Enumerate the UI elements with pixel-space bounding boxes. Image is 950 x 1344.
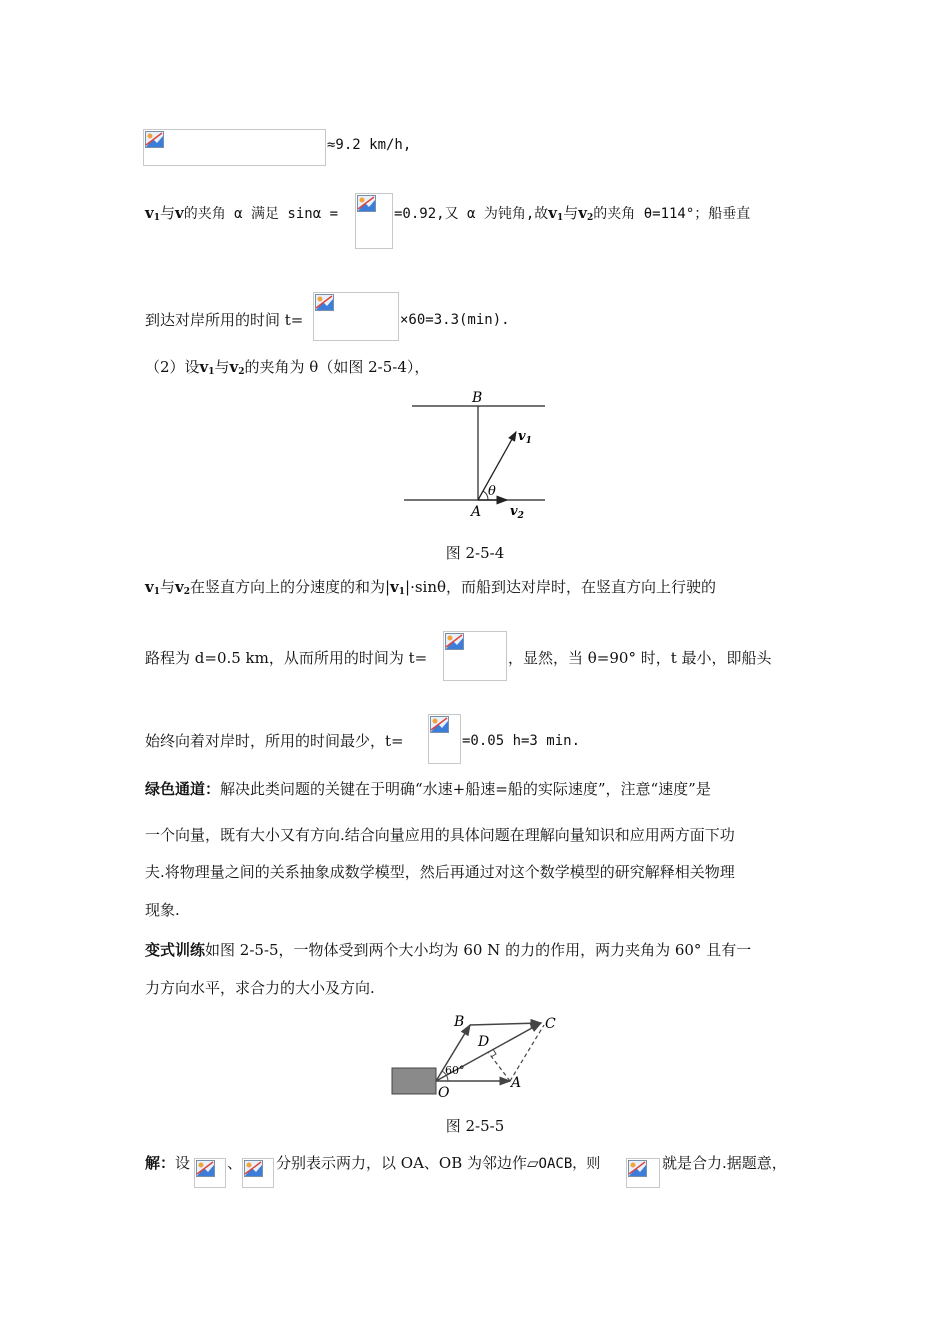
variant-label: 变式训练 — [145, 941, 206, 959]
label-angle: 60° — [445, 1064, 465, 1077]
text: 如图 2-5-5，一物体受到两个大小均为 60 N 的力的作用，两力夹角为 60° 且有一 — [205, 941, 752, 959]
figure-caption: 图 2-5-4 — [445, 544, 505, 562]
text: ，显然，当 θ=90° 时，t 最小，即船头 — [508, 649, 772, 667]
formula-image — [626, 1158, 660, 1188]
vector-v2: $v_2$ — [175, 578, 190, 597]
green-channel-line-3 — [145, 862, 735, 882]
vector-v1-arrow — [478, 432, 516, 500]
object-block — [392, 1068, 436, 1094]
green-channel-label: 绿色通道： — [145, 780, 221, 798]
label-theta: θ — [488, 484, 496, 499]
label-C: C — [545, 1016, 556, 1032]
text: 的夹角 θ=114°；船垂直 — [593, 206, 751, 222]
label-B: B — [454, 1014, 465, 1030]
vector-v1: $v_1$ — [548, 204, 564, 223]
text-line-2b — [394, 203, 750, 228]
text-line-1 — [327, 135, 411, 155]
text: 与 — [563, 204, 579, 222]
broken-image-icon — [357, 195, 376, 212]
formula-image — [242, 1158, 274, 1188]
broken-image-icon — [315, 294, 334, 311]
broken-image-icon — [628, 1160, 647, 1177]
formula-image — [143, 129, 326, 166]
figure-2-5-5 — [390, 1008, 565, 1100]
vector-v2: $v_2$ — [578, 204, 594, 223]
text: |·sinθ，而船到达对岸时，在竖直方向上行驶的 — [405, 578, 717, 596]
formula-image — [428, 714, 461, 764]
text: OACB，则 — [538, 1156, 601, 1172]
green-channel-line-1 — [145, 779, 711, 799]
text: 夫.将物理量之间的关系抽象成数学模型，然后再通过对这个数学模型的研究解释相关物理 — [145, 863, 735, 881]
label-v2: $v_2$ — [510, 504, 524, 520]
label-O: O — [438, 1085, 450, 1100]
label-A: A — [511, 1075, 522, 1091]
text: ≈9.2 km/h, — [327, 137, 412, 153]
text: 解决此类问题的关键在于明确“水速+船速=船的实际速度”，注意“速度”是 — [220, 780, 711, 798]
green-channel-line-2 — [145, 825, 735, 845]
text: 始终向着对岸时，所用的时间最少，t= — [145, 732, 404, 750]
text: 现象. — [145, 901, 180, 919]
label-D: D — [478, 1034, 490, 1050]
label-v1: $v_1$ — [518, 429, 532, 446]
text-line-6 — [145, 648, 427, 668]
vector-v2: $v_2$ — [229, 358, 245, 377]
text: 力方向水平，求合力的大小及方向. — [145, 979, 375, 997]
green-channel-line-4 — [145, 900, 180, 920]
text-line-2 — [145, 203, 338, 228]
text: 的夹角 α 满足 sinα = — [183, 206, 339, 222]
text-line-3 — [145, 310, 303, 330]
text-sep — [227, 1153, 242, 1173]
formula-image — [443, 631, 507, 681]
text: 设 — [175, 1154, 191, 1172]
variant-line-2 — [145, 978, 375, 998]
text: =0.05 h=3 min. — [462, 733, 581, 749]
broken-image-icon — [445, 633, 464, 650]
vector-v1: $v_1$ — [145, 204, 160, 223]
text-line-3b — [400, 310, 510, 330]
formula-image — [355, 193, 393, 249]
label-A: A — [471, 504, 482, 520]
variant-line-1 — [145, 940, 751, 960]
parallelogram-symbol: ▱ — [527, 1154, 539, 1172]
text: 在竖直方向上的分速度的和为| — [189, 578, 391, 596]
text-line-7 — [145, 731, 404, 751]
broken-image-icon — [430, 716, 449, 733]
text-line-6b — [508, 648, 772, 668]
vector-v: v — [175, 204, 184, 222]
text: 、 — [227, 1154, 243, 1172]
text-line-4 — [145, 357, 429, 382]
segment-ac — [510, 1025, 544, 1081]
broken-image-icon — [145, 131, 164, 148]
vector-v1: $v_1$ — [199, 358, 215, 377]
vector-v1: $v_1$ — [390, 578, 406, 597]
broken-image-icon — [244, 1160, 263, 1177]
figure-caption: 图 2-5-5 — [445, 1117, 505, 1135]
text: 到达对岸所用的时间 t= — [145, 311, 304, 329]
solution-line-c — [662, 1153, 787, 1173]
text-line-7b — [462, 731, 580, 751]
solution-label: 解： — [145, 1154, 176, 1172]
text: 就是合力.据题意， — [662, 1154, 787, 1172]
text: 与 — [214, 358, 230, 376]
broken-image-icon — [196, 1160, 215, 1177]
text: 路程为 d=0.5 km，从而所用的时间为 t= — [145, 649, 428, 667]
formula-image — [313, 292, 399, 341]
formula-image — [194, 1158, 226, 1188]
solution-line-b — [276, 1153, 600, 1174]
text: =0.92,又 α 为钝角,故 — [394, 206, 549, 222]
text: ×60=3.3(min). — [400, 312, 510, 328]
solution-line — [145, 1153, 190, 1173]
text: 的夹角为 θ（如图 2-5-4）， — [244, 358, 430, 376]
text: 与 — [159, 204, 175, 222]
text: 一个向量，既有大小又有方向.结合向量应用的具体问题在理解向量知识和应用两方面下功 — [145, 826, 735, 844]
text: （2）设 — [145, 358, 200, 376]
figure-2-5-4 — [400, 385, 550, 520]
segment-bc — [470, 1023, 541, 1025]
text: 分别表示两力，以 OA、OB 为邻边作 — [276, 1154, 527, 1172]
text-line-5 — [145, 577, 716, 602]
vector-v1: $v_1$ — [145, 578, 160, 597]
text: 与 — [159, 578, 175, 596]
label-B: B — [472, 390, 483, 406]
